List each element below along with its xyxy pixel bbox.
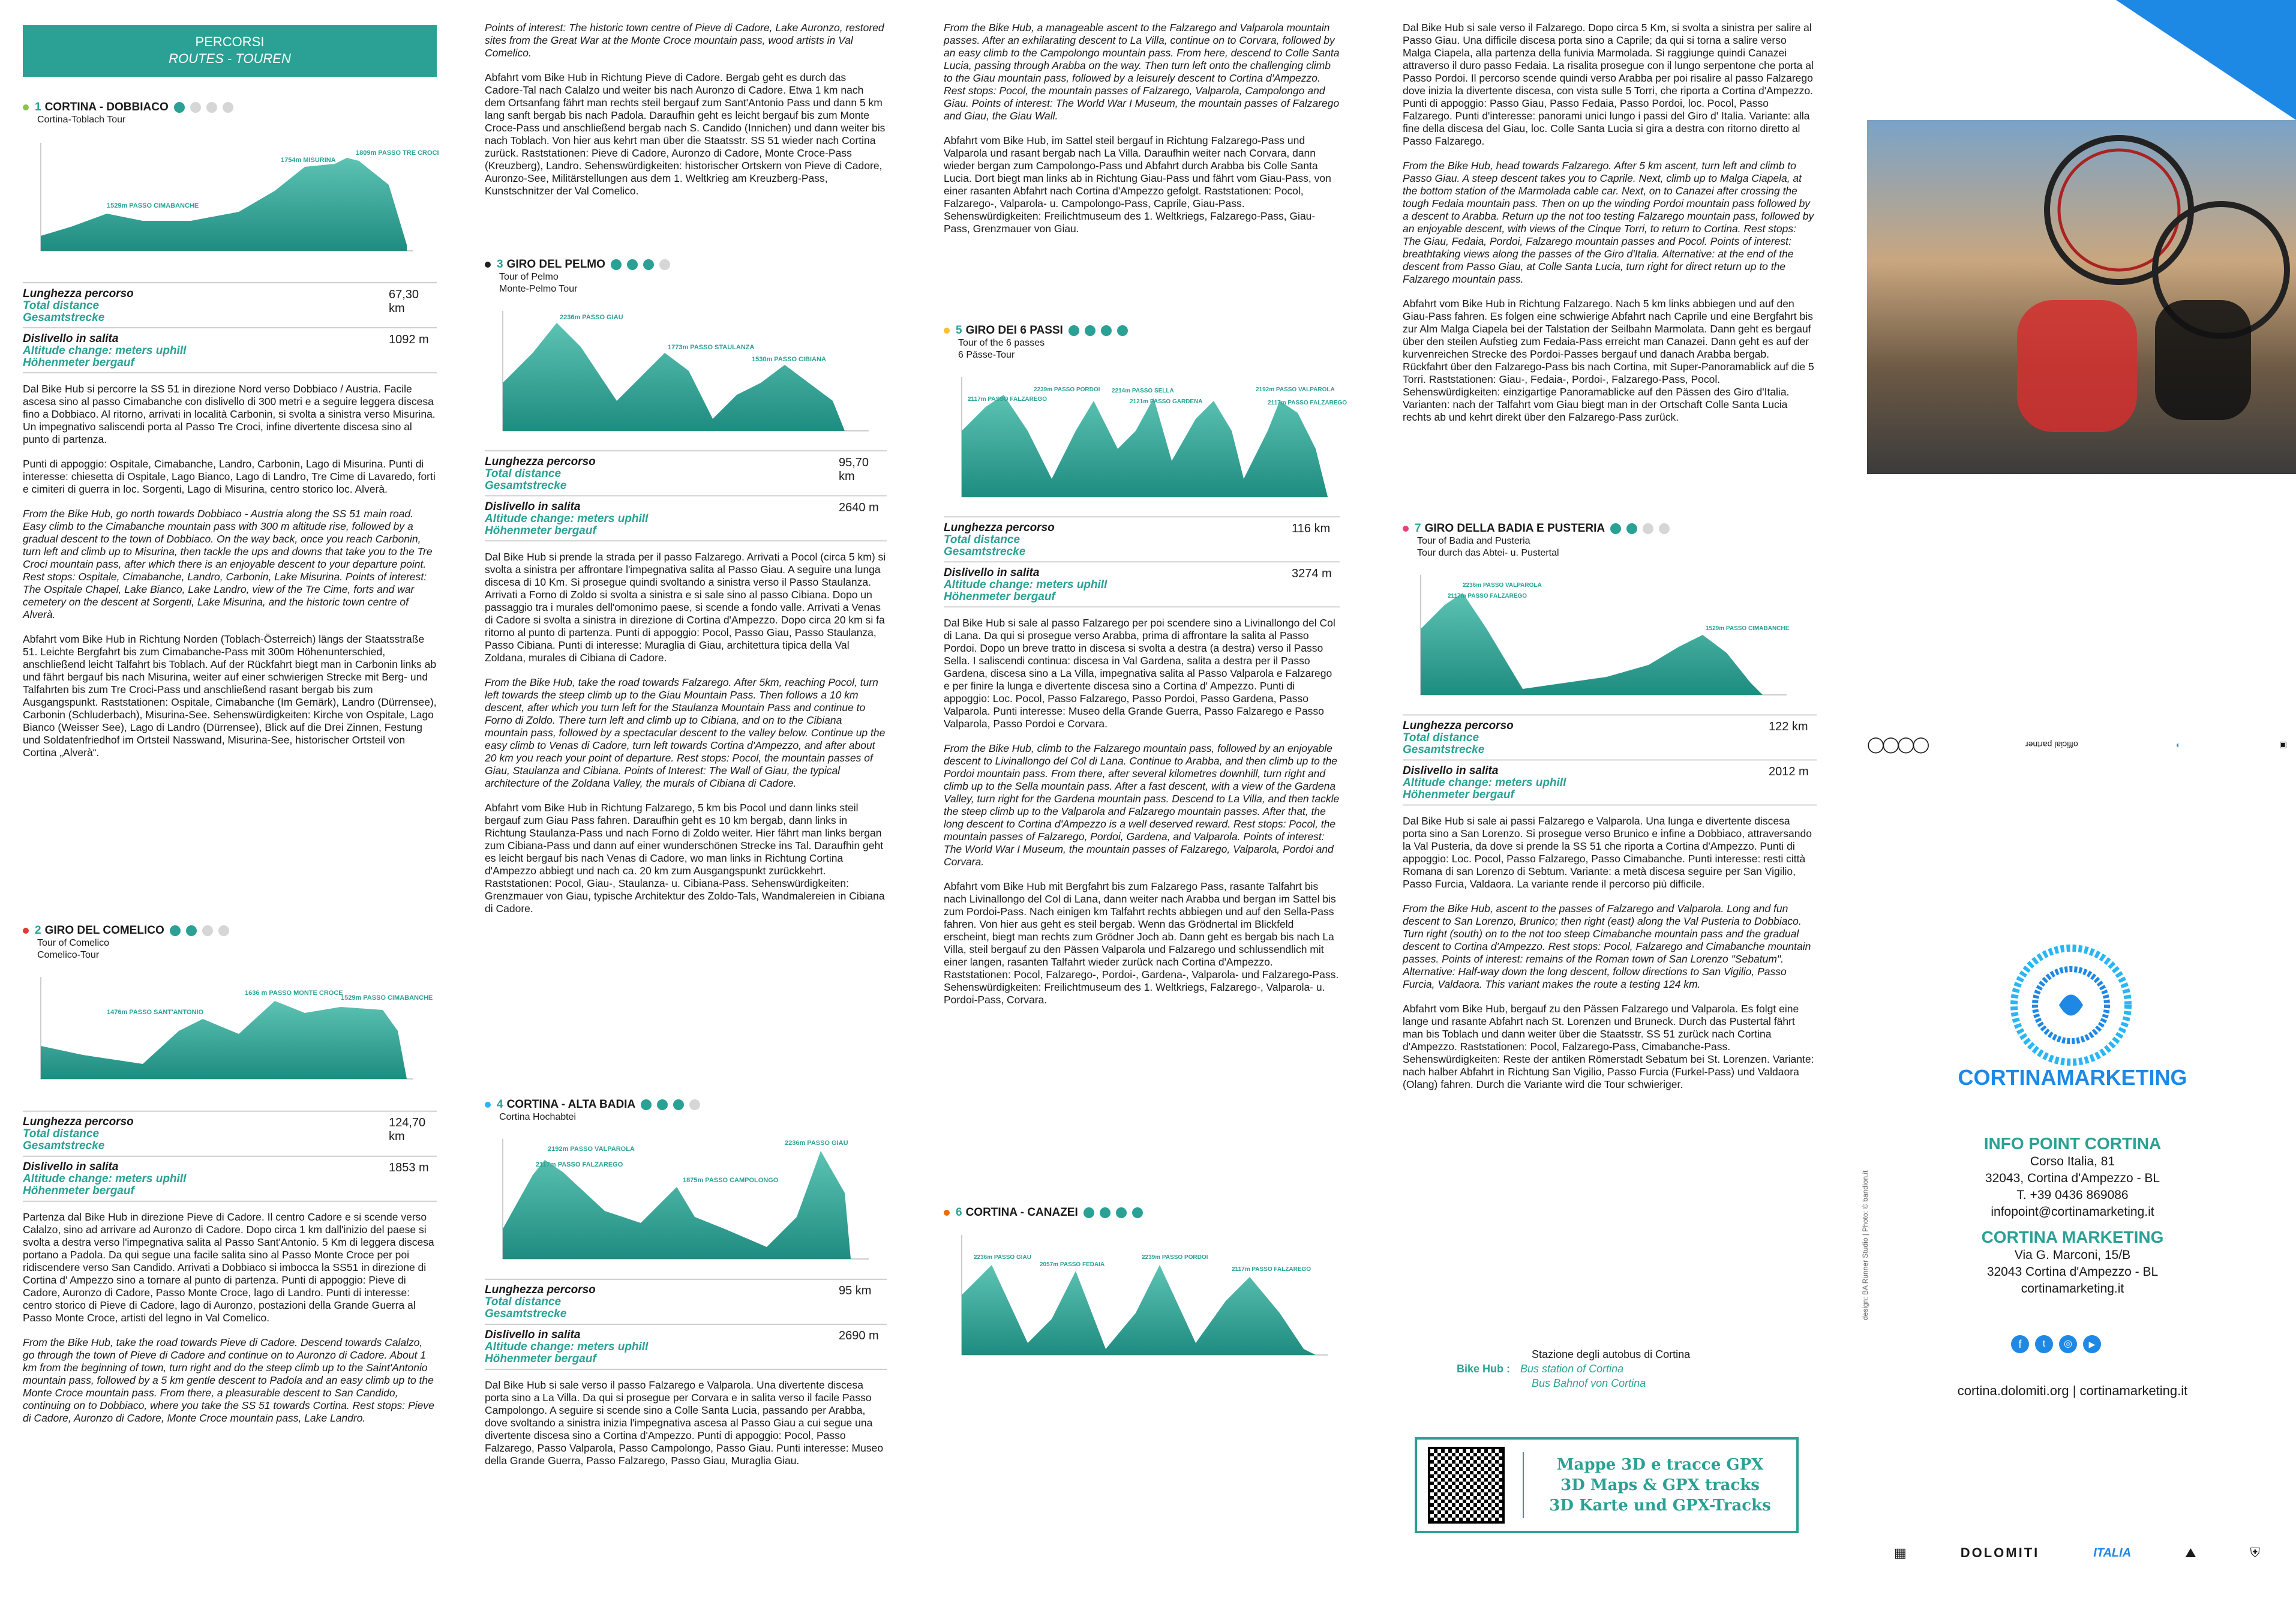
climb-value: 1092 m xyxy=(389,333,429,346)
peak-label: 1530m PASSO CIBIANA xyxy=(752,356,826,363)
column-1 xyxy=(23,0,437,1607)
marketing-city: 32043 Cortina d'Ampezzo - BL xyxy=(1986,1265,2159,1279)
route-bullet-icon xyxy=(944,328,950,334)
length-row xyxy=(23,1111,437,1156)
website-links[interactable]: cortina.dolomiti.org | cortinamarketing.it xyxy=(1957,1383,2188,1398)
route-name: CORTINA - ALTA BADIA xyxy=(506,1098,636,1111)
climb-label-en: Altitude change: meters uphill xyxy=(23,344,187,357)
route-1-text-it-info: Punti di appoggio: Ospitale, Cimabanche, Landro, Carbonin, Lago di Misurina. Punti di interesse: chiesetta di Ospitale, Lago Bianco, Lago di Landro, Tre Cime di Lavaredo, forti e cimiteri di guerra in loc. Sorgenti, Lago di Misurina, centro storico loc. Alverà. xyxy=(23,458,436,495)
profile-area xyxy=(41,1001,407,1079)
route-3-stats xyxy=(485,451,887,541)
peak-label: 1809m PASSO TRE CROCI xyxy=(356,149,439,157)
route-5 xyxy=(944,324,1347,1018)
qr-line-de: 3D Karte und GPX-Tracks xyxy=(1549,1497,1771,1515)
difficulty-dot-icon xyxy=(657,1099,668,1110)
route-5-title xyxy=(944,324,1340,337)
climb-label: Dislivello in salita xyxy=(485,500,581,513)
route-3 xyxy=(485,258,887,927)
difficulty-dot-icon xyxy=(1085,325,1096,336)
marketing-web[interactable]: cortinamarketing.it xyxy=(2021,1282,2124,1296)
length-label-de: Gesamtstrecke xyxy=(23,1140,105,1152)
route-4-text-it: Dal Bike Hub si sale verso il passo Falzarego e Valparola. Una divertente discesa porta sino a La Villa. Da qui si prosegue per Corvara e in salita verso il facile Passo Campolongo. A seguire si scende sino a Colle Santa Lucia, passando per Arabba, dove svoltando a sinistra inizia l'impegnativa ascesa al Passo Giau a cui segue una divertente discesa sino a Cortina d'Ampezzo. Punti di appoggio: Pocol, Passo Falzarego, Passo Valparola, Passo Campolongo, Passo Giau. Punti interesse: Museo della Grande Guerra, Passo Falzarego, Passo Giau, Muraglia Giau. xyxy=(485,1379,884,1467)
peak-label: 2117m PASSO FALZAREGO xyxy=(1268,400,1347,406)
difficulty-dot-icon xyxy=(174,102,185,113)
route-1-title xyxy=(23,101,437,114)
elevation-profile-2 xyxy=(23,965,433,1103)
difficulty-dot-icon xyxy=(659,259,670,270)
climb-label: Dislivello in salita xyxy=(1403,764,1499,777)
route-7-title xyxy=(1403,522,1817,535)
route-7-text-en: From the Bike Hub, ascent to the passes of Falzarego and Valparola. Long and fun descent to San Lorenzo, Brunico; then right (east) along the Val Pusteria to Dobbiaco. Turn right (south) on to the not too steep Cimabanche mountain pass and the gradual descent to Cortina d'Ampezzo. Rest stops: Pocol, Falzarego and Cimabanche mountain passes. Points of interest: remains of the Roman town of San Lorenzo "Sebatum". Alternative: Half-way down the long descent, follow directions to San Vigilio, Passo Furcia, Valdaora. This variant makes the route a testing 124 km. xyxy=(1403,903,1811,990)
difficulty-dot-icon xyxy=(611,259,622,270)
route-subtitle-de: Comelico-Tour xyxy=(37,950,100,960)
peak-label: 1875m PASSO CAMPOLONGO xyxy=(683,1177,779,1184)
route-3-text-en: From the Bike Hub, take the road towards Falzarego. After 5km, reaching Pocol, turn left towards the steep climb up to the Giau Mountain Pass. Then follows a 10 km descent, after which you turn left for the Staulanza Mountain Pass and continue to Forno di Zoldo. There turn left and climb up to Cibiana, and on to the Cibiana mountain pass, followed by a spectacular descent to the valley below. Continue up the easy climb to Venas di Cadore, turn left towards Cortina d'Ampezzo, and after about 20 km you reach your point of departure. Rest stops: Pocol, the mountain passes of Giau, Staulanza and Cibiana. Points of Interest: The Wall of Giau, the typical architecture of the Zoldana Valley, the murals of Cibiana di Cadore. xyxy=(485,676,886,789)
length-value: 95,70 km xyxy=(839,456,869,483)
route-1 xyxy=(23,101,437,771)
climb-label-de: Höhenmeter bergauf xyxy=(485,524,596,537)
profile-area xyxy=(503,323,845,431)
climb-row xyxy=(23,328,437,373)
peak-label: 2121m PASSO GARDENA xyxy=(1130,398,1203,405)
route-6 xyxy=(944,1206,1340,1370)
length-value: 67,30 km xyxy=(389,288,419,315)
comune-logo-icon: ▣ xyxy=(2279,739,2287,749)
peak-label: 2239m PASSO PORDOI xyxy=(1034,386,1100,393)
climb-value: 3274 m xyxy=(1292,567,1332,580)
route-4-stats xyxy=(485,1279,887,1369)
difficulty-dot-icon xyxy=(190,102,201,113)
twitter-icon[interactable]: t xyxy=(2035,1335,2053,1353)
dolomiti-logo: DOLOMITI xyxy=(1960,1545,2040,1560)
route-2-text-de: Abfahrt vom Bike Hub in Richtung Pieve di Cadore. Bergab geht es durch das Cadore-Tal nach Calalzo und weiter bis nach Auronzo di Cadore. Etwa 1 km nach dem Ortsanfang fährt man rechts steil bergauf zum Sant'Antonio Pass und dann 5 km lang sanft bergab bis nach Padola. Daraufhin geht es leicht bergauf bis zum Monte Croce-Pass und anschließend bergab nach S. Candido (Innichen) und dann weiter bis nach Toblach. Von hier aus kehrt man über die Staatsstr. SS 51 wieder nach Cortina zurück. Raststationen: Pieve di Cadore, Auronzo di Cadore, Monte Croce-Pass (Kreuzberg), Landro. Sehenswürdigkeiten: historischer Ortskern von Pieve di Cadore, Auronzo-See, Militärstellungen aus dem 1. Weltkrieg am Kreuzberg-Pass, Kunstschnitzer der Val Comelico. xyxy=(485,71,886,197)
length-label: Lunghezza percorso xyxy=(485,1284,596,1296)
length-label-de: Gesamtstrecke xyxy=(23,311,105,324)
info-point-title: INFO POINT CORTINA xyxy=(1983,1134,2162,1153)
profile-area xyxy=(1421,593,1763,695)
difficulty-dot-icon xyxy=(1116,1207,1127,1218)
difficulty-dot-icon xyxy=(170,925,181,936)
route-number: 6 xyxy=(956,1206,962,1219)
peak-label: 2057m PASSO FEDAIA xyxy=(1040,1261,1105,1268)
route-7 xyxy=(1403,522,1817,1103)
climb-label-en: Altitude change: meters uphill xyxy=(485,512,649,525)
route-subtitle: Tour of Comelico xyxy=(37,938,110,948)
length-row xyxy=(1403,715,1817,760)
difficulty-dot-icon xyxy=(1101,325,1112,336)
route-2 xyxy=(23,924,437,1437)
peak-label: 1529m PASSO CIMABANCHE xyxy=(1706,625,1790,632)
veneto-logo-icon: ▦ xyxy=(1893,1545,1907,1560)
route-bullet-icon xyxy=(23,104,29,110)
difficulty-dot-icon xyxy=(689,1099,700,1110)
peak-label: 1754m MISURINA xyxy=(281,157,336,164)
route-1-text-en: From the Bike Hub, go north towards Dobbiaco - Austria along the SS 51 main road. Easy climb to the Cimabanche mountain pass with 300 m altitude rise, followed by a gradual descent to the town of Dobbiaco. On the way back, once you reach Carbonin, turn left and climb up to Misurina, then tackle the ups and downs that take you to the Tre Croci mountain pass, after which there is an enjoyable descent to your departure point. Rest stops: Ospitale, Cimabanche, Landro, Carbonin, Lake Misurina. Points of interest: The Ospitale Chapel, Lake Bianco, Lake Landro, view of the Tre Cime, forts and war cemetery on the descent at Sorgenti, Lake Misurina, and the historic town centre of Alverà. xyxy=(23,508,433,620)
route-subtitle: Cortina-Toblach Tour xyxy=(37,115,126,125)
route-2-stats xyxy=(23,1111,437,1201)
cover-panel xyxy=(1849,0,2296,1607)
photo-credit: design: BA Runner Studio | Photo: © bandion.it xyxy=(1861,1170,1869,1320)
qr-line-en: 3D Maps & GPX tracks xyxy=(1560,1476,1760,1494)
route-subtitle: Tour of the 6 passes xyxy=(958,338,1045,348)
climb-value: 1853 m xyxy=(389,1161,429,1174)
climb-row xyxy=(944,562,1340,607)
climb-row xyxy=(1403,760,1817,805)
climb-label-de: Höhenmeter bergauf xyxy=(23,1185,134,1197)
peak-label: 2117m PASSO FALZAREGO xyxy=(536,1161,623,1168)
bus-station-it: Stazione degli autobus di Cortina xyxy=(1532,1348,1691,1360)
italia-logo: ITALIA xyxy=(2093,1546,2132,1560)
audi-rings-icon: ◯◯◯◯ xyxy=(1867,735,1928,753)
difficulty-dot-icon xyxy=(1132,1207,1143,1218)
difficulty-dot-icon xyxy=(627,259,638,270)
climb-label-en: Altitude change: meters uphill xyxy=(23,1173,187,1185)
cover-title xyxy=(2121,66,2242,116)
qr-line-it: Mappe 3D e tracce GPX xyxy=(1556,1456,1764,1474)
climb-label-en: Altitude change: meters uphill xyxy=(1403,776,1566,789)
climb-label-de: Höhenmeter bergauf xyxy=(23,356,134,369)
climb-row xyxy=(23,1156,437,1201)
elevation-profile-5 xyxy=(944,365,1347,509)
difficulty-dot-icon xyxy=(1084,1207,1094,1218)
climb-label-en: Altitude change: meters uphill xyxy=(944,578,1108,591)
length-row xyxy=(23,283,437,328)
peak-label: 2117m PASSO FALZAREGO xyxy=(1448,593,1527,599)
header-line2: ROUTES - TOUREN xyxy=(169,51,291,66)
length-label: Lunghezza percorso xyxy=(23,1116,134,1128)
difficulty-dot-icon xyxy=(206,102,217,113)
climb-label: Dislivello in salita xyxy=(485,1329,581,1341)
length-label-de: Gesamtstrecke xyxy=(485,1308,567,1320)
column-4 xyxy=(1403,0,1817,1607)
climb-row xyxy=(485,496,887,541)
elevation-profile-7 xyxy=(1403,563,1799,707)
route-name: GIRO DELLA BADIA E PUSTERIA xyxy=(1424,522,1605,535)
elevation-profile-3 xyxy=(485,299,881,443)
length-value: 116 km xyxy=(1292,522,1331,535)
route-3-text-it: Dal Bike Hub si prende la strada per il passo Falzarego. Arrivati a Pocol (circa 5 km) si svolta a sinistra per affrontare l'impegnativa salita al Passo Giau. A seguire una lunga discesa di 10 Km. Si prosegue quindi svoltando a sinistra verso il Passo Staulanza. Arrivati a Forno di Zoldo si svolta a sinistra e si sale sino al passo Cibiana. Dopo un passaggio tra i murales dell'omonimo paese, si scende a fondo valle. Arrivati a Venas di Cadore si svolta a sinistra in direzione di Cortina d'Ampezzo. Dopo circa 20 km si fa ritorno al punto di partenza. Punti di appoggio: Pocol, Passo Giau, Passo Staulanza, Passo Cibiana. Punti di interesse: Muraglia di Giau, architettura tipica della Val Zoldana, murales di Cibiana di Cadore. xyxy=(485,551,886,664)
route-bullet-icon xyxy=(944,1210,950,1216)
difficulty-dot-icon xyxy=(1610,523,1621,534)
crest-logo-icon: ⛨ xyxy=(2250,1545,2261,1560)
difficulty-dot-icon xyxy=(202,925,213,936)
route-4-text-en: From the Bike Hub, a manageable ascent to the Falzarego and Valparola mountain passes. After an exhilarating descent to La Villa, continue on to Corvara, followed by an easy climb to the Campolongo mountain pass. From here, descend to Colle Santa Lucia, passing through Arabba on the way. Then turn left onto the challenging climb to the Giau mountain pass, followed by a leisurely descent to Cortina d'Ampezzo. Rest stops: Pocol, the mountain passes of Falzarego, Valparola, Campolongo and Giau. Points of interest: The World War I Museum, the mountain passes of Falzarego and Giau, the Giau Wall. xyxy=(944,22,1340,122)
route-bullet-icon xyxy=(23,928,29,934)
bus-station-en: Bus station of Cortina xyxy=(1520,1363,1624,1375)
route-name: GIRO DEL COMELICO xyxy=(44,924,164,937)
difficulty-dot-icon xyxy=(186,925,197,936)
peak-label: 2239m PASSO PORDOI xyxy=(1142,1254,1208,1261)
difficulty-dot-icon xyxy=(673,1099,684,1110)
route-number: 3 xyxy=(497,258,503,271)
info-phone: T. +39 0436 869086 xyxy=(2016,1188,2129,1202)
length-label-en: Total distance xyxy=(485,467,562,480)
length-row xyxy=(944,517,1340,562)
info-email[interactable]: infopoint@cortinamarketing.it xyxy=(1991,1205,2154,1219)
bike-logo-icon: ⛰ xyxy=(2185,1545,2196,1560)
route-2-text-en: From the Bike Hub, take the road towards Pieve di Cadore. Descend towards Calalzo, go through the town of Pieve di Cadore and continue on to Auronzo di Cadore. About 1 km from the beginning of town, turn right and do the steep climb up to the Saint'Antonio mountain pass, followed by a 5 km gentle descent to Padola and an easy climb up to the Monte Croce mountain pass. From there, a pleasurable descent to San Candido, continuing on to Dobbiaco, where you take the SS 51 towards Cortina. Rest stops: Pieve di Cadore, Auronzo di Cadore, Monte Croce mountain pass, Lake Landro. xyxy=(23,1336,434,1424)
cover-photo xyxy=(1867,120,2296,474)
length-label-en: Total distance xyxy=(485,1296,562,1308)
length-label: Lunghezza percorso xyxy=(23,287,134,300)
difficulty-dot-icon xyxy=(1069,325,1079,336)
route-name: GIRO DEL PELMO xyxy=(506,258,605,271)
route-6-text-en: From the Bike Hub, head towards Falzarego. After 5 km ascent, turn left and climb to Passo Giau. A steep descent takes you to Caprile. Next, climb up to Malga Ciapela, at the bottom station of the Marmolada cable car. Next, on to Canazei after crossing the tough Fedaia mountain pass. Then on up the winding Pordoi mountain pass followed by a descent to Arabba. Return up the not too testing Falzarego mountain pass, followed by an enjoyable descent, with views of the Cinque Torri, to return to Cortina. Rest stops: The Giau, Fedaia, Pordoi, Falzarego mountain passes and Pocol. Points of interest: breathtaking views along the passes of the Giro d'Italia. Alternative: at the end of the descent from Passo Giau, at Colle Santa Lucia, turn right for direct return up to the Falzarego mountain pass. xyxy=(1403,160,1814,285)
route-5-text-en: From the Bike Hub, climb to the Falzarego mountain pass, followed by an enjoyable descent to Livinallongo del Col di Lana. Continue to Arabba, and then climb up to the Pordoi mountain pass. From there, after several kilometres downhill, turn right and climb up to the Sella mountain pass. After a fast descent, with a view of the Gardena Valley, turn right for the Gardena mountain pass. Descend to La Villa, and then tackle the steep climb up to the Valparola and Falzarego mountain passes. After that, the long descent to Cortina d'Ampezzo is a well deserved reward. Rest stops: Pocol, the mountain passes of Falzarego, Pordoi, Gardena, and Valparola. Points of interest: The World War I Museum, the mountain passes of Falzarego, Valparola, Pordoi and Corvara. xyxy=(944,742,1340,868)
length-label-en: Total distance xyxy=(1403,731,1479,744)
profile-area xyxy=(962,395,1328,497)
difficulty-dot-icon xyxy=(1643,523,1653,534)
peak-label: 2192m PASSO VALPAROLA xyxy=(548,1146,635,1153)
length-label-en: Total distance xyxy=(944,533,1021,546)
route-name: GIRO DEI 6 PASSI xyxy=(965,324,1063,337)
route-subtitle-de: Monte-Pelmo Tour xyxy=(499,284,578,294)
route-4-text-de: Abfahrt vom Bike Hub, im Sattel steil bergauf in Richtung Falzarego-Pass und Valparola und rasant bergab nach La Villa. Daraufhin weiter nach Corvara, dann wieder bergan zum Campolongo-Pass und Abfahrt durch Arabba bis Colle Santa Lucia. Dort biegt man links ab in Richtung Giau-Pass und fährt vom Giau-Pass, von einer rasanten Abfahrt nach Cortina d'Ampezzo gefolgt. Raststationen: Pocol, Falzarego-, Valparola- u. Campolongo-Pass, Caprile, Giau-Pass. Sehenswürdigkeiten: Freilichtmuseum des 1. Weltkriegs, Falzarego-Pass, Giau-Pass, Grenzmauer von Giau. xyxy=(944,134,1331,235)
column-2 xyxy=(485,0,887,1607)
route-2-title xyxy=(23,924,437,937)
route-1-text-it: Dal Bike Hub si percorre la SS 51 in direzione Nord verso Dobbiaco / Austria. Facile ascesa sino al passo Cimabanche con dislivello di 300 metri e a seguire leggera discesa fino a Dobbiaco. Al ritorno, arrivati in località Carbonin, si svolta a sinistra verso Misurina. Un impegnativo saliscendi porta al Passo Tre Croci, infine divertente discesa sino al punto di partenza. xyxy=(23,383,436,445)
route-7-stats xyxy=(1403,715,1817,805)
length-label-de: Gesamtstrecke xyxy=(485,479,567,492)
route-4-title xyxy=(485,1098,887,1111)
bus-station-de: Bus Bahnof von Cortina xyxy=(1532,1377,1646,1389)
climb-label-en: Altitude change: meters uphill xyxy=(485,1341,649,1353)
column-3 xyxy=(944,0,1347,1607)
route-7-text-de: Abfahrt vom Bike Hub, bergauf zu den Pässen Falzarego und Valparola. Es folgt eine lange und rasante Abfahrt nach St. Lorenzen und Bruneck. Durch das Pustertal fährt man bis Toblach und dann weiter über die Staatsstr. SS 51 zurück nach Cortina d'Ampezzo. Raststationen: Pocol, Falzarego-Pass, Cimabanche-Pass. Sehenswürdigkeiten: Reste der antiken Römerstadt Sebatum bei St. Lorenzen. Variante: nach halber Abfahrt in Richtung San Vigilio, Passo Furcia (Furkel-Pass) und Valdaora (Olang) fahren. Durch die Variante wird die Tour schwieriger. xyxy=(1403,1003,1814,1090)
route-number: 5 xyxy=(956,324,962,337)
climb-label: Dislivello in salita xyxy=(23,1161,119,1173)
climb-label-de: Höhenmeter bergauf xyxy=(944,590,1055,603)
route-4 xyxy=(485,1098,887,1479)
route-number: 1 xyxy=(35,101,41,113)
route-1-text-de: Abfahrt vom Bike Hub in Richtung Norden (Toblach-Österreich) längs der Staatsstraße 51. Leichte Bergfahrt bis zum Cimabanche-Pass mit 300m Höhenunterschied, anschließend leicht Talfahrt bis Toblach. Auf der Rückfahrt biegt man in Carbonin links ab und fährt bergauf bis nach Misurina, weiter auf einer schwierigen Strecke mit Berg- und Talfahrten bis zum Tre Croci-Pass und anschließend rasant bergab bis zum Ausgangspunkt. Raststationen: Ospitale, Cimabanche (Im Gemärk), Landro (Dürrensee), Carbonin (Schluderbach), Misurina-See. Sehenswürdigkeiten: Kirche von Ospitale, Lago Bianco (Weisser See), Lago di Landro (Dürrensee), Blick auf die Drei Zinnen, Festung und Soldatenfriedhof im Ortsteil Nasswand, Misurina-See, historischer Ortsteil von Cortina „Alverà“. xyxy=(23,633,437,758)
partner-logos-top xyxy=(1867,735,2287,754)
social-icons xyxy=(2011,1335,2101,1353)
climb-label: Dislivello in salita xyxy=(944,566,1040,579)
marketing-title: CORTINA MARKETING xyxy=(1981,1228,2164,1246)
route-number: 4 xyxy=(497,1098,503,1111)
route-1-stats xyxy=(23,283,437,373)
instagram-icon[interactable]: ◎ xyxy=(2059,1335,2077,1353)
route-name: CORTINA - DOBBIACO xyxy=(44,101,169,113)
route-subtitle: Tour of Pelmo xyxy=(499,272,559,282)
climb-value: 2690 m xyxy=(839,1329,879,1342)
route-number: 2 xyxy=(35,924,41,937)
length-label: Lunghezza percorso xyxy=(1403,719,1514,732)
elevation-profile-4 xyxy=(485,1127,881,1271)
route-bullet-icon xyxy=(485,262,491,268)
route-2-text-en-info: Points of interest: The historic town centre of Pieve di Cadore, Lake Auronzo, restored sites from the Great War at the Monte Croce mountain pass, wood artists in Val Comelico. xyxy=(485,22,884,59)
peak-label: 2117m PASSO FALZAREGO xyxy=(968,396,1048,403)
route-bullet-icon xyxy=(485,1102,491,1108)
peak-label: 2117m PASSO FALZAREGO xyxy=(1232,1266,1311,1273)
route-bullet-icon xyxy=(1403,526,1409,532)
difficulty-dot-icon xyxy=(218,925,229,936)
length-value: 124,70 km xyxy=(389,1116,426,1143)
route-3-text-de: Abfahrt vom Bike Hub in Richtung Falzarego, 5 km bis Pocol und dann links steil bergauf zum Giau Pass fahren. Daraufhin geht es 10 km bergab, dann links in Richtung Staulanza-Pass und nach Forno di Zoldo weiter. Hier fährt man links bergan zum Cibiana-Pass und dann auf einer wunderschönen Strecke ins Tal. Daraufhin geht es leicht bergauf bis nach Venas di Cadore, wo man links in Richtung Cortina d'Ampezzo abbiegt und nach ca. 20 km zum Ausgangspunkt zurückkehrt. Raststationen: Pocol, Giau-, Staulanza- u. Cibiana-Pass. Sehenswürdigkeiten: Grenzmauer von Giau, typische Architektur des Zoldo-Tals, Wandmalereien in Cibiana di Cadore. xyxy=(485,802,885,915)
route-subtitle: Tour of Badia and Pusteria xyxy=(1417,536,1530,546)
length-value: 122 km xyxy=(1769,720,1808,733)
climb-value: 2012 m xyxy=(1769,765,1809,778)
profile-area xyxy=(41,158,407,251)
difficulty-dot-icon xyxy=(641,1099,652,1110)
length-label: Lunghezza percorso xyxy=(944,521,1055,534)
route-3-title xyxy=(485,258,887,271)
climb-row xyxy=(485,1324,887,1369)
difficulty-dot-icon xyxy=(223,102,233,113)
peak-label: 2214m PASSO SELLA xyxy=(1112,388,1174,394)
peak-label: 2236m PASSO GIAU xyxy=(785,1140,848,1147)
bus-station-info xyxy=(1457,1347,1757,1390)
difficulty-dot-icon xyxy=(1117,325,1128,336)
route-subtitle: Cortina Hochabtei xyxy=(499,1112,577,1122)
climb-label: Dislivello in salita xyxy=(23,332,119,345)
length-row xyxy=(485,451,887,496)
cortina-logo-small-icon: ◐ xyxy=(2175,739,2181,749)
difficulty-dot-icon xyxy=(643,259,654,270)
peak-label: 1476m PASSO SANT'ANTONIO xyxy=(107,1009,204,1016)
length-label: Lunghezza percorso xyxy=(485,455,596,468)
peak-label: 1529m PASSO CIMABANCHE xyxy=(341,994,433,1002)
route-number: 7 xyxy=(1415,522,1421,535)
route-5-text-it: Dal Bike Hub si sale al passo Falzarego per poi scendere sino a Livinallongo del Col di Lana. Da qui si prosegue verso Arabba, prima di affrontare la salita al Passo Pordoi. Dopo un breve tratto in discesa si svolta a destra (a destra) verso il Passo Sella. I saliscendi continua: discesa in Val Gardena, salita a destra per il Passo Gardena, discesa sino a La Villa, impegnativa salita al Passo Valparola e Falzarego e per finire la lunga e divertente discesa sino a Cortina d' Ampezzo. Punti di appoggio: Loc. Pocol, Passo Falzarego, Passo Pordoi, Passo Gardena, Passo Valparola. Punti interesse: Museo della Grande Guerra, Passo Falzarego e Passo Valparola, Passo Pordoi e Corvara. xyxy=(944,617,1335,730)
length-label-en: Total distance xyxy=(23,299,100,312)
route-2-text-it: Partenza dal Bike Hub in direzione Pieve di Cadore. Il centro Cadore e si scende verso Calalzo, sino ad arrivare ad Auronzo di Cadore. Dopo circa 1 km dall'inizio del paese si svolta a destra verso l'impegnativa salita al Passo Sant'Antonio. 5 Km di leggera discesa portano a Padola. Da qui segue una facile salita sino al Passo Monte Croce per poi ridiscendere verso San Candido. Arrivati a Dobbiaco si imbocca la SS51 in direzione di Cortina d' Ampezzo sino a tornare al punto di partenza. Punti di appoggio: Pieve di Cadore, Auronzo di Cadore, Passo Monte Croce, lago di Landro. Punti di interesse: centro storico di Pieve di Cadore, lago di Auronzo, postazioni della Grande Guerra al Passo Monte Croce, artisti del legno in Val Comelico. xyxy=(23,1211,434,1324)
route-5-text-de: Abfahrt vom Bike Hub mit Bergfahrt bis zum Falzarego Pass, rasante Talfahrt bis nach Livinallongo del Col di Lana, dann weiter nach Arabba und bergan im Sattel bis zum Pordoi-Pass. Nach einigen km Talfahrt rechts abbiegen und auf den Sella-Pass fahren. Von hier aus geht es steil bergab. Wenn das Grödnertal im Blickfeld erscheint, biegt man rechts zum Grödner Joch ab. Dann geht es bergab bis nach La Villa, steil bergauf zu den Pässen Valparola und Falzarego und schlussendlich mit einer langen, rasanten Talfahrt wieder zurück nach Cortina d'Ampezzo. Raststationen: Pocol, Falzarego-, Pordoi-, Gardena-, Valparola- und Falzarego-Pass. Sehenswürdigkeiten: Freilichtmuseum des 1. Weltkriegs, Falzarego-, Valparola- u. Pordoi-Pass, Corvara. xyxy=(944,880,1339,1006)
elevation-profile-6 xyxy=(944,1223,1340,1367)
difficulty-dot-icon xyxy=(1659,523,1670,534)
info-address: Corso Italia, 81 xyxy=(2030,1155,2115,1168)
route-5-stats xyxy=(944,517,1340,607)
peak-label: 1529m PASSO CIMABANCHE xyxy=(107,202,199,209)
route-6-text-it: Dal Bike Hub si sale verso il Falzarego. Dopo circa 5 Km, si svolta a sinistra per salire al Passo Giau. Una difficile discesa porta sino a Caprile; da qui si torna a salire verso Malga Ciapela, alla partenza della funivia Marmolada. Si raggiunge quindi Canazei attraverso il duro passo Fedaia. La risalita prosegue con il lungo serpentone che porta al Passo Pordoi. Il percorso scende quindi verso Arabba per poi risalire al passo Falzarego dove inizia la divertente discesa, con vista sulle 5 Torri, che riporta a Cortina d'Ampezzo. Punti di appoggio: Passo Giau, Passo Fedaia, Passo Pordoi, loc. Pocol, Passo Falzarego. Punti d'interesse: panorami unici lungo i passi del Giro d' Italia. Variante: alla fine della discesa del Giau, loc. Colle Santa Lucia si gira a destra con ritorno diretto al Passo Falzarego. xyxy=(1403,22,1814,147)
climb-label-de: Höhenmeter bergauf xyxy=(1403,788,1514,801)
cortina-marketing-logo-icon xyxy=(2008,942,2134,1068)
peak-label: 2236m PASSO GIAU xyxy=(560,314,623,321)
difficulty-dot-icon xyxy=(1100,1207,1111,1218)
route-subtitle-de: Tour durch das Abtei- u. Pustertal xyxy=(1417,548,1559,558)
sponsor-logos-bottom xyxy=(1867,1545,2287,1561)
elevation-profile-1 xyxy=(23,131,439,275)
qr-code-icon[interactable] xyxy=(1428,1447,1505,1524)
qr-text xyxy=(1524,1455,1796,1516)
route-subtitle-de: 6 Pässe-Tour xyxy=(958,350,1015,360)
peak-label: 1773m PASSO STAULANZA xyxy=(668,344,755,351)
cover-title-line1: ROAD BIKE xyxy=(2120,92,2242,116)
partner-label: official partner xyxy=(2025,739,2078,749)
info-city: 32043, Cortina d'Ampezzo - BL xyxy=(1985,1171,2160,1185)
length-row xyxy=(485,1279,887,1324)
cyclists-image xyxy=(1867,120,2296,474)
youtube-icon[interactable]: ▶ xyxy=(2083,1335,2101,1353)
climb-value: 2640 m xyxy=(839,501,879,514)
peak-label: 2192m PASSO VALPAROLA xyxy=(1256,386,1335,393)
routes-header xyxy=(23,25,437,77)
facebook-icon[interactable]: f xyxy=(2011,1335,2029,1353)
brand-name: CORTINAMARKETING xyxy=(1958,1065,2187,1090)
route-6-title xyxy=(944,1206,1340,1219)
route-7-text-it: Dal Bike Hub si sale ai passi Falzarego e Valparola. Una lunga e divertente discesa porta sino a San Lorenzo. Si prosegue verso Brunico e infine a Dobbiaco, attraversando la Val Pusteria, da dove si prende la SS 51 che riporta a Cortina d'Ampezzo. Punti di appoggio: Loc. Pocol, Passo Falzarego, Passo Cimabanche. Punti interesse: resti città Romana di san Lorenzo di Sebtum. Variante: a metà discesa seguire per San Vigilio, Passo Furcia, Valdaora. La variante rende il percorso più difficile. xyxy=(1403,815,1812,890)
header-line1: PERCORSI xyxy=(195,34,265,49)
peak-label: 2236m PASSO GIAU xyxy=(974,1254,1031,1261)
route-name: CORTINA - CANAZEI xyxy=(965,1206,1078,1219)
climb-label-de: Höhenmeter bergauf xyxy=(485,1353,596,1365)
peak-label: 2236m PASSO VALPAROLA xyxy=(1463,582,1542,589)
difficulty-dot-icon xyxy=(1626,523,1637,534)
info-point xyxy=(1849,1134,2296,1297)
marketing-address: Via G. Marconi, 15/B xyxy=(2014,1248,2131,1262)
length-label-de: Gesamtstrecke xyxy=(944,545,1026,558)
length-label-de: Gesamtstrecke xyxy=(1403,743,1485,756)
profile-area xyxy=(962,1265,1316,1355)
length-label-en: Total distance xyxy=(23,1128,100,1140)
cover-title-line2: MAP xyxy=(2157,67,2205,91)
route-6-text-de: Abfahrt vom Bike Hub in Richtung Falzarego. Nach 5 km links abbiegen und auf den Giau-Pass fahren. Es folgen eine schwierige Abfahrt nach Caprile und eine Bergfahrt bis zur Alm Malga Ciapela bei der Talstation der Seilbahn Marmolata. Dann geht es bergauf über den steilen Aufstieg zum Fedaia-Pass erreicht man Canazei. Dann geht es auf der kurvenreichen Strecke des Pordoi-Passes bergauf und danach Arabba bergab. Rückfahrt über den Falzarego-Pass bis nach Cortina, mit Super-Panoramablick auf die 5 Torri. Raststationen: Giau-, Fedaia-, Pordoi-, Falzarego-Pass, Pocol. Sehenswürdigkeiten: einzigartige Panoramablicke auf den Pässen des Giro d'Italia. Varianten: nach der Talfahrt vom Giau biegt man in der Ortschaft Colle Santa Lucia rechts ab und kehrt direkt über den Falzarego-Pass zurück. xyxy=(1403,298,1814,423)
bike-hub-label: Bike Hub : xyxy=(1457,1363,1511,1375)
length-value: 95 km xyxy=(839,1284,872,1297)
qr-box[interactable] xyxy=(1415,1437,1799,1533)
peak-label: 1636 m PASSO MONTE CROCE xyxy=(245,990,343,997)
